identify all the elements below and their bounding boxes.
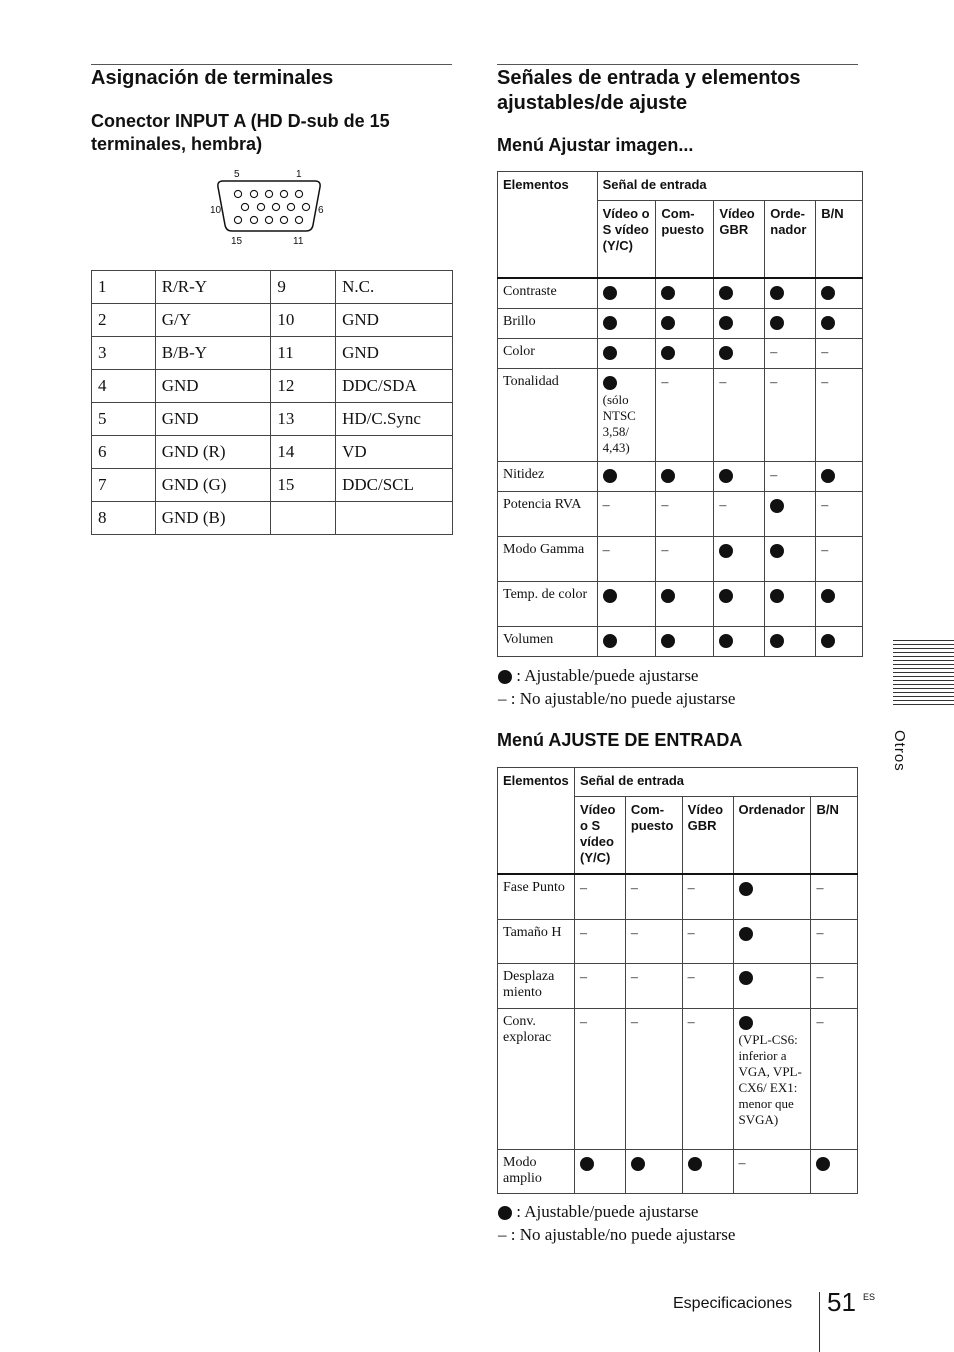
pin-signal: GND (B): [155, 502, 271, 535]
dash-mark: –: [816, 881, 824, 896]
not-adjustable-cell: [656, 537, 714, 582]
dash-mark: –: [821, 498, 829, 513]
not-adjustable-cell: [682, 964, 733, 1009]
adjustable-dot-cell: [811, 1150, 858, 1194]
filled-circle-icon: [821, 286, 835, 300]
filled-circle-icon: [603, 469, 617, 483]
page-number: 51: [827, 1287, 856, 1317]
filled-circle-icon: [603, 346, 617, 360]
pin-signal: DDC/SCL: [336, 469, 453, 502]
footer-section-name: Especificaciones: [673, 1295, 793, 1312]
not-adjustable-cell: [816, 492, 863, 537]
not-adjustable-cell: [765, 339, 816, 369]
dash-mark: –: [661, 543, 669, 558]
pin-signal: GND: [336, 337, 453, 370]
not-adjustable-cell: [574, 1009, 625, 1150]
pin-signal: R/R-Y: [155, 271, 271, 304]
pin-signal: [336, 502, 453, 535]
not-adjustable-cell: [765, 369, 816, 462]
adjustable-dot-cell: [597, 278, 656, 309]
adjustable-dot-cell: [714, 627, 765, 657]
pin-number: 2: [92, 304, 156, 337]
pin-row: [92, 370, 453, 403]
pin-signal: GND (R): [155, 436, 271, 469]
adjustable-dot-cell: [597, 309, 656, 339]
row-label: Brillo: [498, 309, 598, 339]
not-adjustable-cell: [656, 369, 714, 462]
not-adjustable-cell: [625, 964, 682, 1009]
dash-mark: –: [821, 543, 829, 558]
dash-mark: –: [630, 881, 638, 896]
filled-circle-icon: [719, 634, 733, 648]
pin-row: [92, 502, 453, 535]
dash-mark: –: [719, 375, 727, 390]
not-adjustable-cell: [714, 492, 765, 537]
adjustable-dot-cell: [765, 627, 816, 657]
filled-circle-icon: [821, 469, 835, 483]
not-adjustable-cell: [656, 492, 714, 537]
adjustable-dot-cell: [733, 964, 811, 1009]
pin-signal: GND: [155, 403, 271, 436]
menu1-legend-dash: – : No ajustable/no puede ajustarse: [498, 689, 736, 708]
dash-mark: –: [661, 375, 669, 390]
menu2-legend-dot: : Ajustable/puede ajustarse: [498, 1201, 698, 1223]
filled-circle-icon: [603, 286, 617, 300]
pin-row: [92, 337, 453, 370]
pin-signal: DDC/SDA: [336, 370, 453, 403]
table-row: [498, 920, 858, 964]
dash-mark: –: [821, 375, 829, 390]
adjustable-dot-cell: [733, 1009, 811, 1150]
adjustable-dot-cell: [656, 582, 714, 627]
menu1-col-computer: Orde-nador: [765, 201, 816, 279]
row-label: Tonalidad: [498, 369, 598, 462]
pin-label-10: 10: [210, 205, 222, 216]
table-row: [498, 582, 863, 627]
adjustable-dot-cell: [656, 339, 714, 369]
menu2-head-signal: Señal de entrada: [574, 768, 857, 797]
not-adjustable-cell: [714, 369, 765, 462]
not-adjustable-cell: [682, 920, 733, 964]
adjustable-dot-cell: [682, 1150, 733, 1194]
not-adjustable-cell: [682, 874, 733, 920]
adjustable-dot-cell: [656, 309, 714, 339]
legend-dot-icon: [498, 670, 512, 684]
table-row: [498, 874, 858, 920]
dash-mark: –: [770, 468, 778, 483]
pin-number: 12: [271, 370, 336, 403]
table-row: [498, 1009, 858, 1150]
menu2-col-composite: Com-puesto: [625, 797, 682, 875]
filled-circle-icon: [719, 589, 733, 603]
menu1-legend-dot: : Ajustable/puede ajustarse: [498, 665, 698, 687]
menu2-col-bw: B/N: [811, 797, 858, 875]
filled-circle-icon: [661, 634, 675, 648]
filled-circle-icon: [770, 286, 784, 300]
pin-number: 3: [92, 337, 156, 370]
pin-row: [92, 271, 453, 304]
filled-circle-icon: [603, 376, 617, 390]
adjustable-dot-cell: [656, 278, 714, 309]
row-label: Modo Gamma: [498, 537, 598, 582]
not-adjustable-cell: [597, 537, 656, 582]
pin-signal: VD: [336, 436, 453, 469]
filled-circle-icon: [719, 286, 733, 300]
section-tab-label: Otros: [891, 730, 908, 772]
pin-number: 14: [271, 436, 336, 469]
dash-mark: –: [579, 1015, 587, 1030]
left-top-rule: [91, 64, 452, 65]
filled-circle-icon: [603, 634, 617, 648]
pin-number: 1: [92, 271, 156, 304]
filled-circle-icon: [661, 286, 675, 300]
menu2-table: [497, 767, 858, 1194]
legend-dot-icon: [498, 1206, 512, 1220]
dash-mark: –: [816, 926, 824, 941]
pin-number: 9: [271, 271, 336, 304]
dash-mark: –: [687, 926, 695, 941]
filled-circle-icon: [719, 544, 733, 558]
section-title-terminals: Asignación de terminales: [91, 67, 334, 89]
adjustable-dot-cell: [714, 582, 765, 627]
filled-circle-icon: [661, 316, 675, 330]
adjustable-dot-cell: [574, 1150, 625, 1194]
language-code: ES: [863, 1292, 876, 1302]
adjustable-dot-cell: [765, 537, 816, 582]
not-adjustable-cell: [816, 339, 863, 369]
adjustable-dot-cell: [597, 369, 656, 462]
table-row: [498, 278, 863, 309]
filled-circle-icon: [661, 346, 675, 360]
pin-label-15: 15: [231, 236, 243, 247]
dash-mark: –: [630, 970, 638, 985]
not-adjustable-cell: [733, 1150, 811, 1194]
menu2-col-computer: Ordenador: [733, 797, 811, 875]
adjustable-dot-cell: [597, 339, 656, 369]
adjustable-dot-cell: [733, 874, 811, 920]
filled-circle-icon: [770, 589, 784, 603]
table-row: [498, 369, 863, 462]
menu1-title: Menú Ajustar imagen...: [497, 135, 694, 155]
adjustable-dot-cell: [714, 339, 765, 369]
pin-row: [92, 304, 453, 337]
filled-circle-icon: [770, 634, 784, 648]
menu1-col-composite: Com-puesto: [656, 201, 714, 279]
filled-circle-icon: [580, 1157, 594, 1171]
pin-row: [92, 469, 453, 502]
filled-circle-icon: [661, 589, 675, 603]
adjustable-dot-cell: [714, 537, 765, 582]
filled-circle-icon: [739, 1016, 753, 1030]
section-title-signals: Señales de entrada y elementos ajustables/de ajuste: [497, 67, 801, 114]
not-adjustable-cell: [625, 1009, 682, 1150]
table-row: [498, 964, 858, 1009]
filled-circle-icon: [739, 927, 753, 941]
not-adjustable-cell: [597, 492, 656, 537]
pin-label-1: 1: [296, 169, 302, 180]
filled-circle-icon: [661, 469, 675, 483]
pin-label-5: 5: [234, 169, 240, 180]
dsub-connector-diagram: [205, 165, 335, 247]
menu2-col-video: Vídeo o S vídeo (Y/C): [574, 797, 625, 875]
menu1-col-video: Vídeo o S vídeo (Y/C): [597, 201, 656, 279]
dash-mark: –: [687, 881, 695, 896]
adjustable-dot-cell: [733, 920, 811, 964]
pin-number: 6: [92, 436, 156, 469]
not-adjustable-cell: [816, 369, 863, 462]
filled-circle-icon: [719, 316, 733, 330]
table-row: [498, 627, 863, 657]
adjustable-dot-cell: [714, 309, 765, 339]
filled-circle-icon: [739, 882, 753, 896]
row-label: Tamaño H: [498, 920, 575, 964]
adjustable-dot-cell: [597, 462, 656, 492]
filled-circle-icon: [821, 589, 835, 603]
menu1-table: [497, 171, 863, 657]
pin-signal: B/B-Y: [155, 337, 271, 370]
adjustable-dot-cell: [714, 462, 765, 492]
not-adjustable-cell: [574, 874, 625, 920]
row-label: Temp. de color: [498, 582, 598, 627]
filled-circle-icon: [631, 1157, 645, 1171]
pin-signal: N.C.: [336, 271, 453, 304]
row-label: Nitidez: [498, 462, 598, 492]
pin-signal: G/Y: [155, 304, 271, 337]
filled-circle-icon: [821, 634, 835, 648]
table-row: [498, 309, 863, 339]
right-top-rule: [497, 64, 858, 65]
dash-mark: –: [579, 881, 587, 896]
dash-mark: –: [687, 970, 695, 985]
pin-signal: GND: [336, 304, 453, 337]
dash-mark: –: [579, 970, 587, 985]
filled-circle-icon: [719, 469, 733, 483]
dash-mark: –: [719, 498, 727, 513]
table-row: [498, 492, 863, 537]
cell-note: (VPL-CS6: inferior a VGA, VPL-CX6/ EX1: menor que SVGA): [738, 1032, 802, 1127]
filled-circle-icon: [739, 971, 753, 985]
adjustable-dot-cell: [816, 462, 863, 492]
dash-mark: –: [630, 1015, 638, 1030]
menu2-title: Menú AJUSTE DE ENTRADA: [497, 730, 743, 750]
adjustable-dot-cell: [816, 278, 863, 309]
not-adjustable-cell: [811, 920, 858, 964]
dash-mark: –: [630, 926, 638, 941]
adjustable-dot-cell: [765, 492, 816, 537]
cell-note: (sólo NTSC 3,58/ 4,43): [602, 392, 636, 455]
adjustable-dot-cell: [714, 278, 765, 309]
dash-mark: –: [579, 926, 587, 941]
not-adjustable-cell: [574, 920, 625, 964]
pin-number: 13: [271, 403, 336, 436]
filled-circle-icon: [770, 544, 784, 558]
adjustable-dot-cell: [765, 582, 816, 627]
pin-number: 11: [271, 337, 336, 370]
pin-row: [92, 436, 453, 469]
not-adjustable-cell: [811, 964, 858, 1009]
filled-circle-icon: [603, 316, 617, 330]
not-adjustable-cell: [682, 1009, 733, 1150]
not-adjustable-cell: [811, 874, 858, 920]
menu1-col-rgb: Vídeo GBR: [714, 201, 765, 279]
menu1-head-signal: Señal de entrada: [597, 172, 862, 201]
filled-circle-icon: [816, 1157, 830, 1171]
adjustable-dot-cell: [656, 462, 714, 492]
adjustable-dot-cell: [816, 627, 863, 657]
pin-signal: GND (G): [155, 469, 271, 502]
adjustable-dot-cell: [625, 1150, 682, 1194]
adjustable-dot-cell: [816, 582, 863, 627]
pin-number: 7: [92, 469, 156, 502]
adjustable-dot-cell: [597, 582, 656, 627]
adjustable-dot-cell: [765, 278, 816, 309]
not-adjustable-cell: [811, 1009, 858, 1150]
dash-mark: –: [687, 1015, 695, 1030]
pin-row: [92, 403, 453, 436]
filled-circle-icon: [603, 589, 617, 603]
pin-number: 8: [92, 502, 156, 535]
row-label: Conv. explorac: [498, 1009, 575, 1150]
dash-mark: –: [816, 1015, 824, 1030]
footer-divider: [819, 1292, 820, 1352]
table-row: [498, 537, 863, 582]
adjustable-dot-cell: [765, 309, 816, 339]
menu2-col-rgb: Vídeo GBR: [682, 797, 733, 875]
menu1-col-bw: B/N: [816, 201, 863, 279]
row-label: Color: [498, 339, 598, 369]
not-adjustable-cell: [816, 537, 863, 582]
dash-mark: –: [602, 498, 610, 513]
row-label: Desplaza miento: [498, 964, 575, 1009]
pin-number: [271, 502, 336, 535]
dash-mark: –: [821, 345, 829, 360]
pin-label-11: 11: [293, 236, 304, 247]
filled-circle-icon: [770, 316, 784, 330]
pin-number: 10: [271, 304, 336, 337]
dash-mark: –: [816, 970, 824, 985]
filled-circle-icon: [770, 499, 784, 513]
not-adjustable-cell: [574, 964, 625, 1009]
row-label: Fase Punto: [498, 874, 575, 920]
not-adjustable-cell: [765, 462, 816, 492]
table-row: [498, 1150, 858, 1194]
menu1-head-items: Elementos: [498, 172, 598, 279]
adjustable-dot-cell: [597, 627, 656, 657]
section-tab-lines: [893, 640, 954, 708]
filled-circle-icon: [719, 346, 733, 360]
row-label: Volumen: [498, 627, 598, 657]
pin-signal: GND: [155, 370, 271, 403]
table-row: [498, 462, 863, 492]
adjustable-dot-cell: [656, 627, 714, 657]
filled-circle-icon: [821, 316, 835, 330]
pin-assignment-table: [91, 270, 453, 535]
menu2-legend-dash: – : No ajustable/no puede ajustarse: [498, 1225, 736, 1244]
adjustable-dot-cell: [816, 309, 863, 339]
row-label: Modo amplio: [498, 1150, 575, 1194]
row-label: Contraste: [498, 278, 598, 309]
pin-signal: HD/C.Sync: [336, 403, 453, 436]
row-label: Potencia RVA: [498, 492, 598, 537]
pin-number: 15: [271, 469, 336, 502]
dash-mark: –: [602, 543, 610, 558]
table-row: [498, 339, 863, 369]
not-adjustable-cell: [625, 874, 682, 920]
not-adjustable-cell: [625, 920, 682, 964]
dash-mark: –: [661, 498, 669, 513]
menu2-head-items: Elementos: [498, 768, 575, 875]
connector-subtitle: Conector INPUT A (HD D-sub de 15 terminales, hembra): [91, 111, 390, 154]
pin-label-6: 6: [318, 205, 324, 216]
dash-mark: –: [770, 345, 778, 360]
pin-number: 5: [92, 403, 156, 436]
dash-mark: –: [738, 1156, 746, 1171]
dash-mark: –: [770, 375, 778, 390]
pin-number: 4: [92, 370, 156, 403]
filled-circle-icon: [688, 1157, 702, 1171]
